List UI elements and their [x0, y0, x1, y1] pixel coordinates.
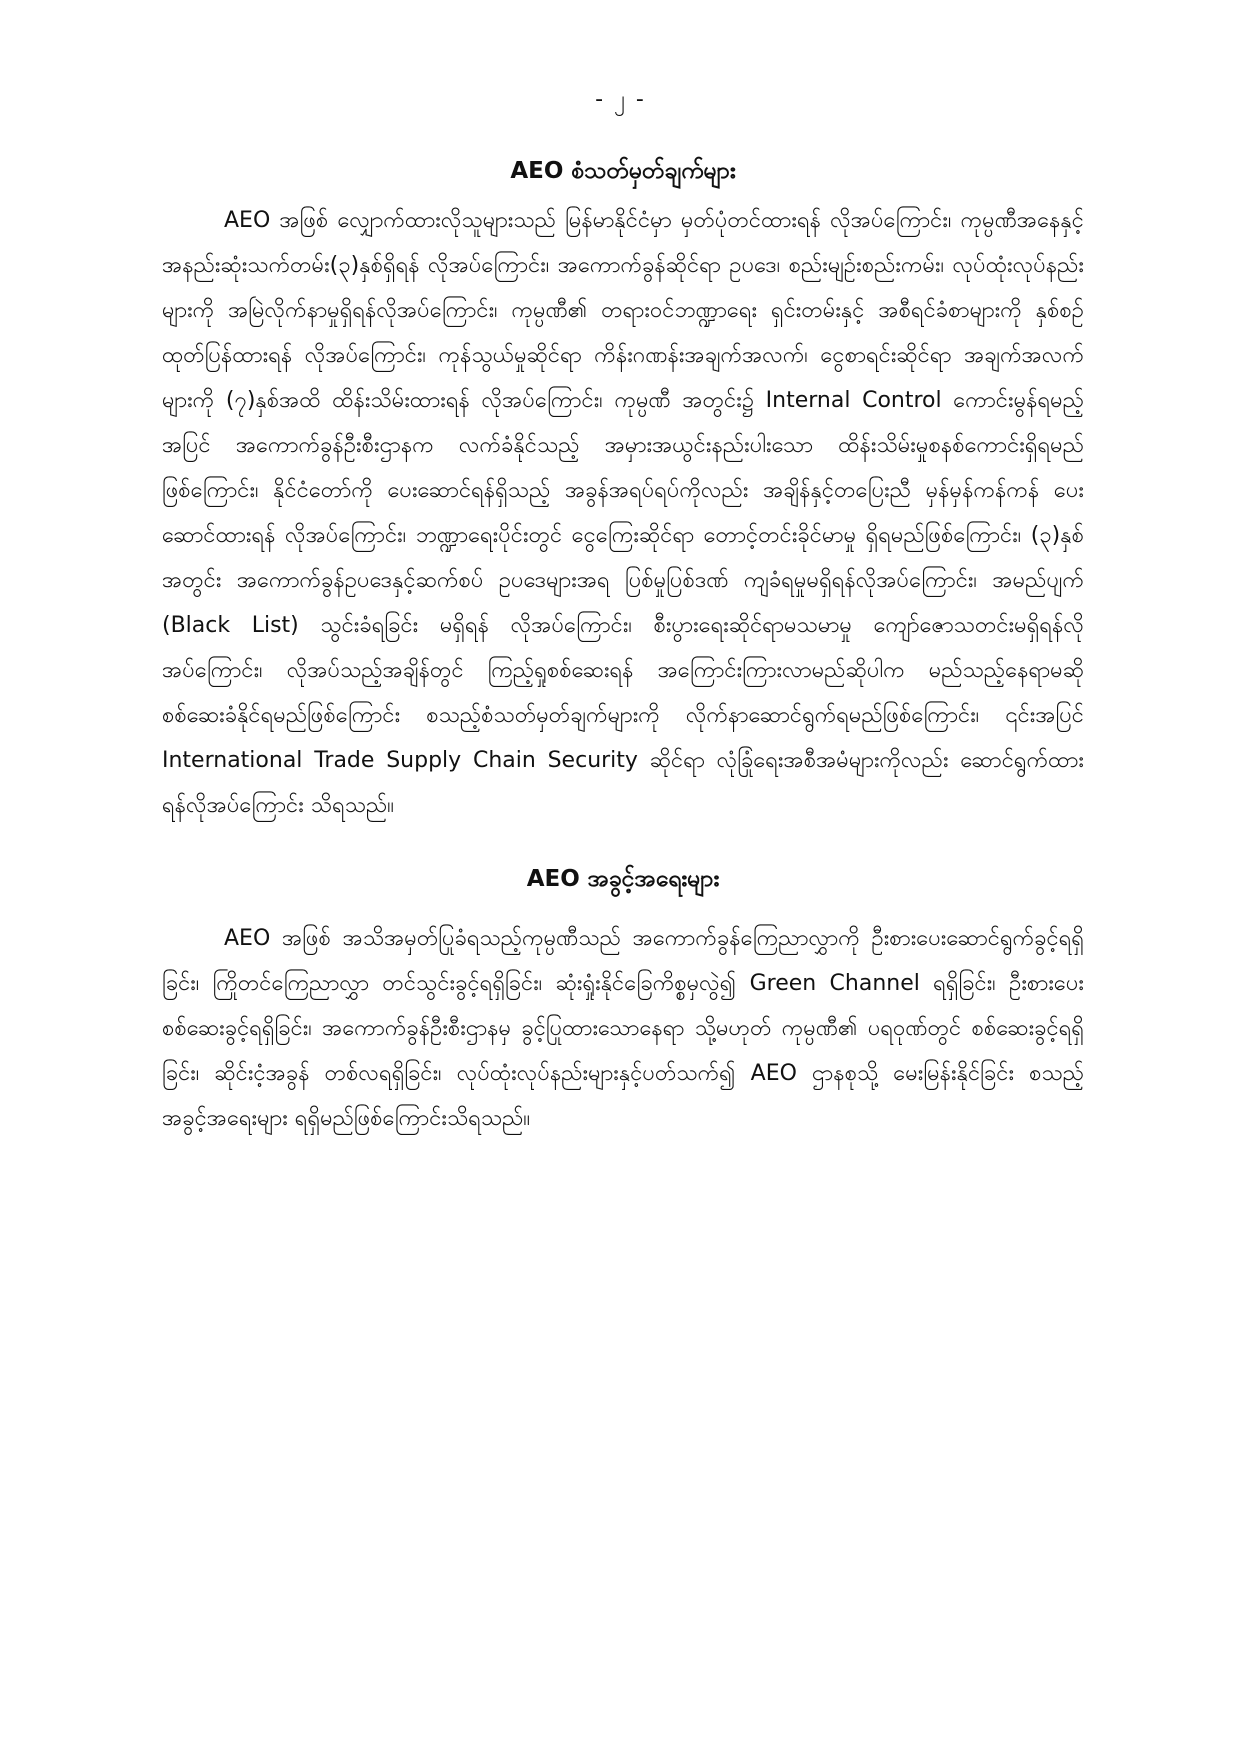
section-body-benefits: AEO အဖြစ် အသိအမှတ်ပြုခံရသည့်ကုမ္ပဏီသည် အကောက်ခွန်ကြေညာလွှာကို ဦးစားပေးဆောင်ရွက်ခွင့်ရရှိခြင်း၊ ကြိုတင်ကြေညာလွှာ တင်သွင်းခွင့်ရရှိခြင်း၊ ဆုံးရှုံးနိုင်ခြေကိစ္စမှလွဲ၍ Green Channel ရရှိခြင်း၊ ဦးစားပေး စစ်ဆေးခွင့်ရရှိခြင်း၊ အကောက်ခွန်ဦးစီးဌာနမှ ခွင့်ပြုထားသောနေရာ သို့မဟုတ် ကုမ္ပဏီ၏ ပရဝုဏ်တွင် စစ်ဆေးခွင့်ရရှိခြင်း၊ ဆိုင်းငံ့အခွန် တစ်လရရှိခြင်း၊ လုပ်ထုံးလုပ်နည်းများနှင့်ပတ်သက်၍ AEO ဌာနစုသို့ မေးမြန်းနိုင်ခြင်း စသည့်အခွင့်အရေးများ ရရှိမည်ဖြစ်ကြောင်းသိရသည်။ [162, 926, 1084, 1131]
section-heading-criteria: AEO စံသတ်မှတ်ချက်များ [510, 158, 736, 184]
section-aeo-benefits [162, 858, 1084, 1141]
page-number: - ၂ - [595, 87, 646, 112]
section-body-criteria: AEO အဖြစ် လျှောက်ထားလိုသူများသည် မြန်မာနိုင်ငံမှာ မှတ်ပုံတင်ထားရန် လိုအပ်ကြောင်း၊ ကုမ္ပဏီအနေနှင့် အနည်းဆုံးသက်တမ်း(၃)နှစ်ရှိရန် လိုအပ်ကြောင်း၊ အကောက်ခွန်ဆိုင်ရာ ဥပဒေ၊ စည်းမျဉ်းစည်းကမ်း၊ လုပ်ထုံးလုပ်နည်းများကို အမြဲလိုက်နာမှုရှိရန်လိုအပ်ကြောင်း၊ ကုမ္ပဏီ၏ တရားဝင်ဘဏ္ဍာရေး ရှင်းတမ်းနှင့် အစီရင်ခံစာများကို နှစ်စဉ်ထုတ်ပြန်ထားရန် လိုအပ်ကြောင်း၊ ကုန်သွယ်မှုဆိုင်ရာ ကိန်းဂဏန်းအချက်အလက်၊ ငွေစာရင်းဆိုင်ရာ အချက်အလက်များကို (၇)နှစ်အထိ ထိန်းသိမ်းထားရန် လိုအပ်ကြောင်း၊ ကုမ္ပဏီ အတွင်း၌ Internal Control ကောင်းမွန်ရမည့်အပြင် အကောက်ခွန်ဦးစီးဌာနက လက်ခံနိုင်သည့် အမှားအယွင်းနည်းပါးသော ထိန်းသိမ်းမှုစနစ်ကောင်းရှိရမည်ဖြစ်ကြောင်း၊ နိုင်ငံတော်ကို ပေးဆောင်ရန်ရှိသည့် အခွန်အရပ်ရပ်ကိုလည်း အချိန်နှင့်တပြေးညီ မှန်မှန်ကန်ကန် ပေးဆောင်ထားရန် လိုအပ်ကြောင်း၊ ဘဏ္ဍာရေးပိုင်းတွင် ငွေကြေးဆိုင်ရာ တောင့်တင်းခိုင်မာမှု ရှိရမည်ဖြစ်ကြောင်း၊ (၃)နှစ်အတွင်း အကောက်ခွန်ဥပဒေနှင့်ဆက်စပ် ဥပဒေများအရ ပြစ်မှုပြစ်ဒဏ် ကျခံရမှုမရှိရန်လိုအပ်ကြောင်း၊ အမည်ပျက် (Black List) သွင်းခံရခြင်း မရှိရန် လိုအပ်ကြောင်း၊ စီးပွားရေးဆိုင်ရာမသမာမှု ကျော်ဇောသတင်းမရှိရန်လိုအပ်ကြောင်း၊ လိုအပ်သည့်အချိန်တွင် ကြည့်ရှုစစ်ဆေးရန် အကြောင်းကြားလာမည်ဆိုပါက မည်သည့်နေရာမဆို စစ်ဆေးခံနိုင်ရမည်ဖြစ်ကြောင်း စသည့်စံသတ်မှတ်ချက်များကို လိုက်နာဆောင်ရွက်ရမည်ဖြစ်ကြောင်း၊ ၎င်းအပြင် International Trade Supply Chain Security ဆိုင်ရာ လုံခြုံရေးအစီအမံများကိုလည်း ဆောင်ရွက်ထားရန်လိုအပ်ကြောင်း သိရသည်။ [162, 208, 1084, 818]
section-aeo-criteria [162, 150, 1084, 828]
section-heading-benefits: AEO အခွင့်အရေးများ [526, 866, 720, 892]
page-content [162, 150, 1084, 1141]
